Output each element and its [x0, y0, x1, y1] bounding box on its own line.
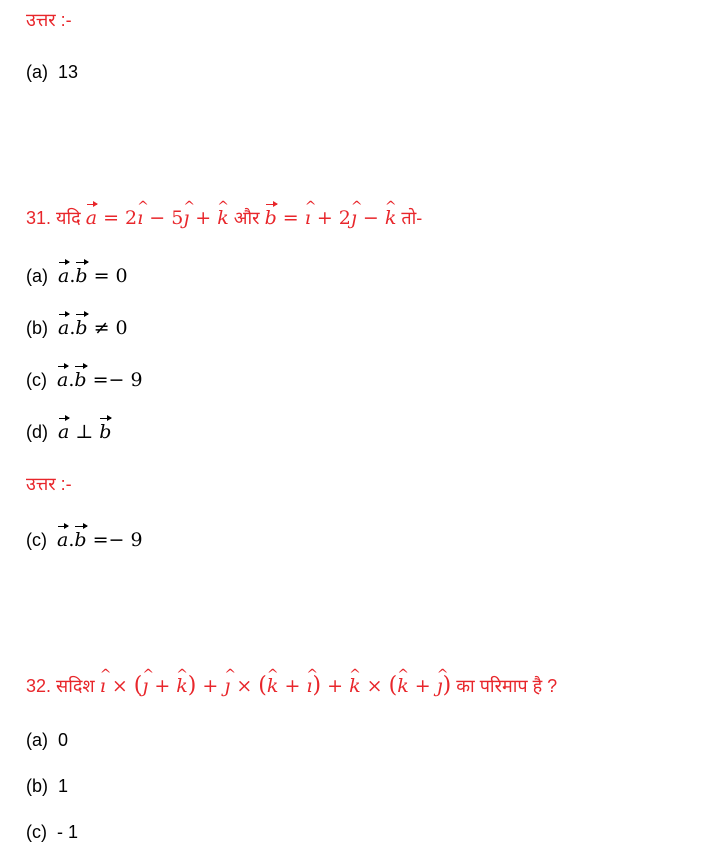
option-value: 0 — [58, 730, 69, 750]
question-lead: सदिश — [56, 676, 95, 696]
option-label: (d) — [26, 422, 48, 442]
answer-option — [26, 528, 143, 552]
option-label: (a) — [26, 730, 48, 750]
option-c — [26, 368, 143, 392]
cross-product-expression: ı ^ × (ȷ ^ + k ^) + ȷ ^ × (k ^ + ı ^) + k ^ × (k ^ + ȷ ^) — [100, 675, 452, 697]
option-d — [26, 420, 111, 444]
option-value: 1 — [58, 776, 69, 796]
question-tail: का परिमाप है ? — [456, 676, 558, 696]
option-value: - 1 — [57, 822, 79, 842]
vector-b-expression: b = ı ^ + 2ȷ ^ − k ^ — [265, 207, 397, 229]
answer-option — [26, 60, 78, 84]
question-lead: यदि — [56, 208, 81, 228]
question-tail: तो- — [401, 208, 423, 228]
answer-expression: a.b =− 9 — [57, 529, 143, 551]
option-b — [26, 316, 128, 340]
option-expression: a.b ≠ 0 — [58, 317, 128, 339]
option-label: (a) — [26, 62, 48, 82]
vector-a-expression: a = 2ı ^ − 5ȷ ^ + k ^ — [86, 207, 229, 229]
question-31 — [26, 206, 422, 230]
question-32 — [26, 674, 557, 698]
option-a — [26, 728, 68, 752]
question-number: 31. — [26, 208, 52, 228]
answer-heading: उत्तर :- — [26, 10, 72, 30]
option-label: (c) — [26, 370, 47, 390]
option-b — [26, 774, 68, 798]
answer-heading: उत्तर :- — [26, 474, 72, 494]
option-label: (a) — [26, 266, 48, 286]
option-expression: a.b =− 9 — [57, 369, 143, 391]
option-expression: a ⊥ b — [58, 421, 112, 443]
option-label: (b) — [26, 776, 48, 796]
option-value: 13 — [58, 62, 79, 82]
question-conjunction: और — [233, 208, 260, 228]
question-number: 32. — [26, 676, 52, 696]
option-label: (b) — [26, 318, 48, 338]
option-c — [26, 820, 78, 844]
option-expression: a.b = 0 — [58, 265, 128, 287]
option-label: (c) — [26, 530, 47, 550]
option-a — [26, 264, 128, 288]
option-label: (c) — [26, 822, 47, 842]
